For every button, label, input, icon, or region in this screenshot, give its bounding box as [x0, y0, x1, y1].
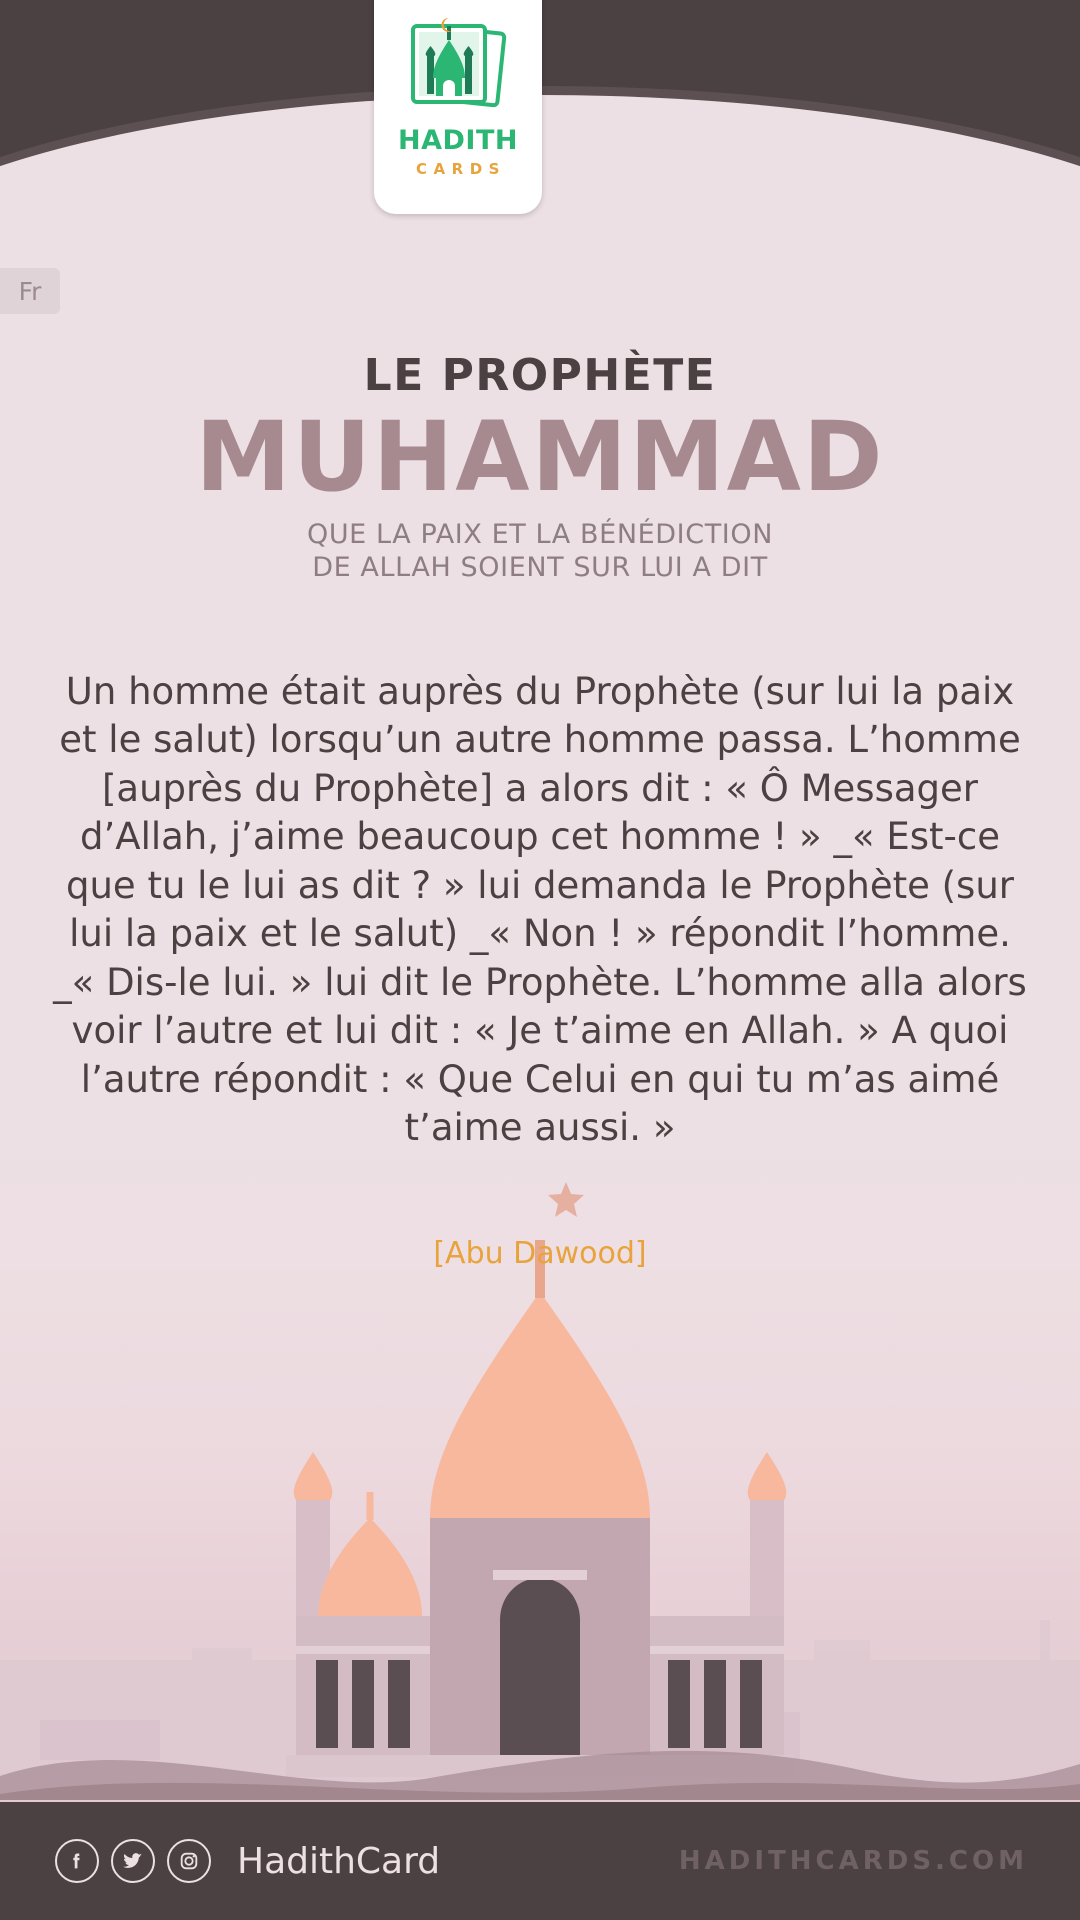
page-title: [0, 350, 1080, 585]
instagram-icon[interactable]: [167, 1839, 211, 1883]
hadith-text: Un homme était auprès du Prophète (sur lui la paix et le salut) lorsqu’un autre homme passa. L’homme [auprès du Prophète] a alors dit : « Ô Messager d’Allah, j’aime beaucoup cet homme ! » _« Est-ce que tu le lui as dit ? » lui demanda le Prophète (sur lui la paix et le salut) _« Non ! » répondit l’homme. _« Dis-le lui. » lui dit le Prophète. L’homme alla alors voir l’autre et lui dit : « Je t’aime en Allah. » A quoi l’autre répondit : « Que Celui en qui tu m’as aimé t’aime aussi. »: [53, 670, 1027, 1150]
social-handle: HadithCard: [237, 1840, 441, 1882]
mosque-illustration: [0, 1100, 1080, 1800]
title-main: MUHAMMAD: [195, 401, 885, 513]
social-links: [55, 1839, 440, 1883]
language-chip[interactable]: Fr: [0, 268, 60, 314]
twitter-icon[interactable]: [111, 1839, 155, 1883]
footer-bar: [0, 1802, 1080, 1920]
facebook-icon[interactable]: [55, 1839, 99, 1883]
crescent-star-icon: [513, 1164, 584, 1229]
logo-title: HADITH: [398, 125, 518, 156]
brand-logo[interactable]: [374, 0, 542, 214]
dome-left: [318, 1518, 422, 1616]
logo-subtitle: CARDS: [416, 160, 506, 178]
mosque-door: [500, 1578, 580, 1763]
title-subtitle-line1: QUE LA PAIX ET LA BÉNÉDICTION: [306, 518, 774, 550]
website-url: HADITHCARDS.COM: [678, 1846, 1028, 1876]
title-pre: LE PROPHÈTE: [363, 350, 717, 401]
mosque-photo-logo-icon: [403, 12, 513, 124]
hadith-source: [Abu Dawood]: [433, 1236, 647, 1271]
dome-main: [430, 1292, 650, 1518]
title-subtitle-line2: DE ALLAH SOIENT SUR LUI A DIT: [312, 552, 768, 584]
